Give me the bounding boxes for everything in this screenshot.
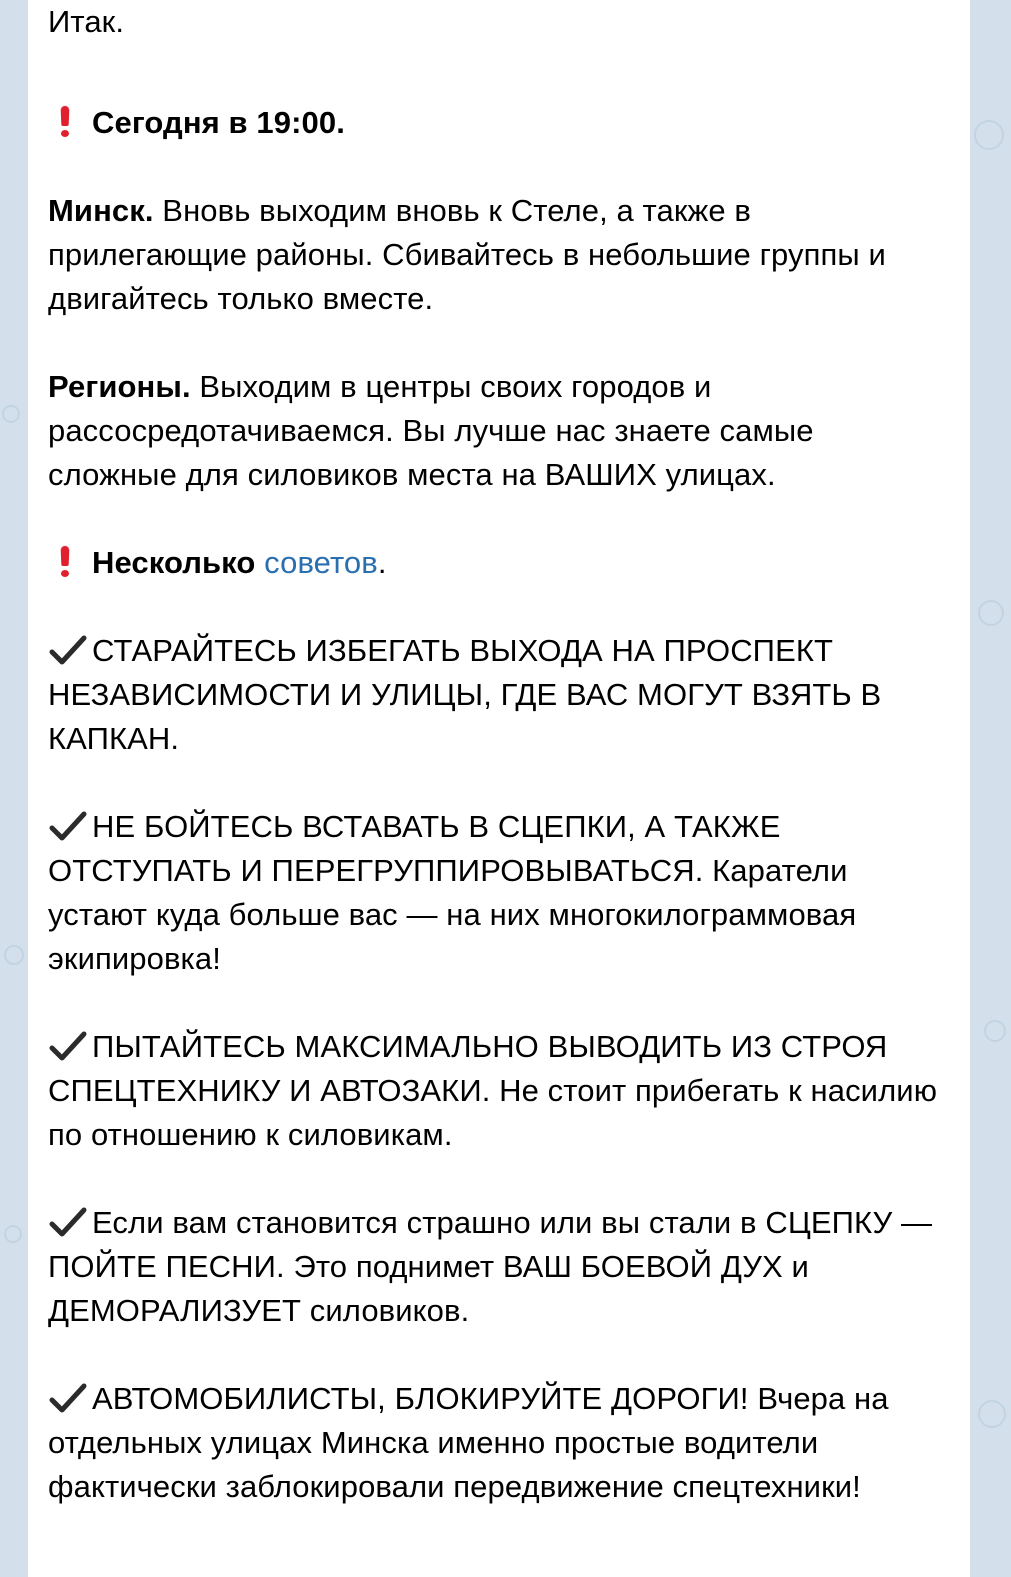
wallpaper-doodle [978,600,1004,626]
tips-heading-end: . [377,545,387,580]
tip-text: СТАРАЙТЕСЬ ИЗБЕГАТЬ ВЫХОДА НА ПРОСПЕКТ НЕЗАВИСИМОСТИ И УЛИЦЫ, ГДЕ ВАС МОГУТ ВЗЯТЬ В КАПКАН. [48,633,882,756]
wallpaper-doodle [4,945,24,965]
exclamation-icon [60,107,70,137]
check-mark-icon [48,1383,88,1413]
tip-text: ПЫТАЙТЕСЬ МАКСИМАЛЬНО ВЫВОДИТЬ ИЗ СТРОЯ СПЕЦТЕХНИКУ И АВТОЗАКИ. Не стоит прибегать к насилию по отношению к силовикам. [48,1029,938,1152]
message-text [48,0,948,1509]
tip-text: НЕ БОЙТЕСЬ ВСТАВАТЬ В СЦЕПКИ, А ТАКЖЕ ОТСТУПАТЬ И ПЕРЕГРУППИРОВЫВАТЬСЯ. Каратели устают куда больше вас — на них многокилограммовая экипировка! [48,809,857,976]
regions-text: Выходим в центры своих городов и рассосредотачиваемся. Вы лучше нас знаете самые сложные для силовиков места на ВАШИХ улицах. [48,369,814,492]
minsk-label: Минск. [48,193,154,228]
check-mark-icon [48,1207,88,1237]
time-heading-text: Сегодня в 19:00. [92,105,345,140]
check-mark-icon [48,635,88,665]
tip-item [48,1377,948,1509]
wallpaper-doodle [984,1020,1006,1042]
tip-text: Если вам становится страшно или вы стали в СЦЕПКУ — ПОЙТЕ ПЕСНИ. Это поднимет ВАШ БОЕВОЙ ДУХ и ДЕМОРАЛИЗУЕТ силовиков. [48,1205,933,1328]
intro-line: Итак. [48,4,125,39]
tip-item [48,1201,948,1333]
tip-item [48,805,948,981]
wallpaper-doodle [4,1225,22,1243]
tip-item [48,1025,948,1157]
tips-heading [48,541,948,585]
minsk-paragraph [48,189,948,321]
check-mark-icon [48,811,88,841]
tips-link[interactable]: советов [264,545,378,580]
regions-paragraph [48,365,948,497]
exclamation-icon [60,547,70,577]
wallpaper-doodle [2,405,20,423]
wallpaper-doodle [974,120,1004,150]
tip-item [48,629,948,761]
wallpaper-doodle [978,1400,1006,1428]
message-bubble[interactable] [28,0,970,1577]
minsk-text: Вновь выходим вновь к Стеле, а также в прилегающие районы. Сбивайтесь в небольшие группы и двигайтесь только вместе. [48,193,886,316]
tip-text: АВТОМОБИЛИСТЫ, БЛОКИРУЙТЕ ДОРОГИ! Вчера на отдельных улицах Минска именно простые водители фактически заблокировали передвижение спецтехники! [48,1381,889,1504]
check-mark-icon [48,1031,88,1061]
regions-label: Регионы. [48,369,191,404]
tips-heading-bold: Несколько [92,545,256,580]
